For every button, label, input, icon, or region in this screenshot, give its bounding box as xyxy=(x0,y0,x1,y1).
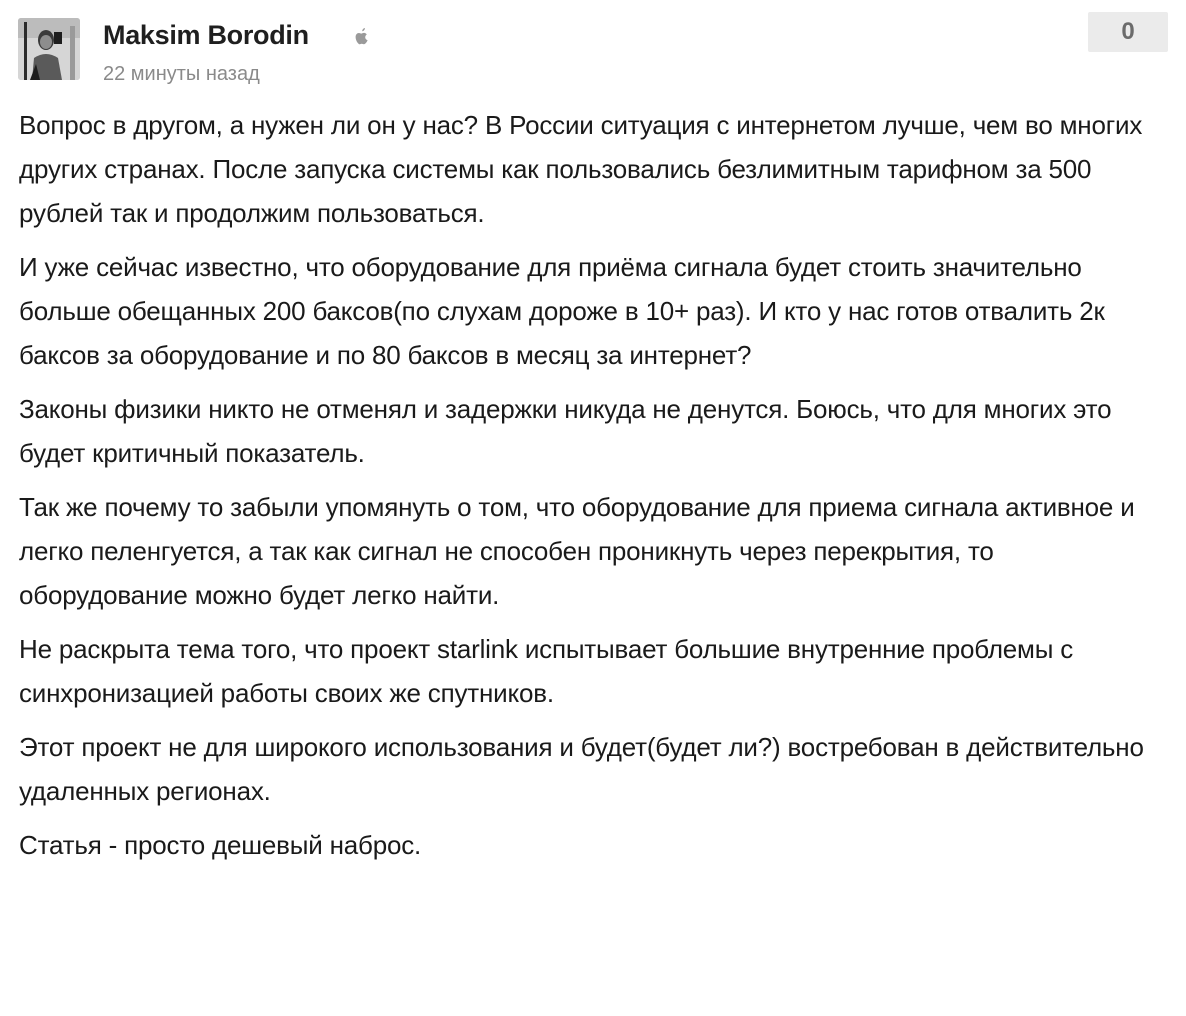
apple-icon xyxy=(354,26,370,46)
comment-paragraph: Вопрос в другом, а нужен ли он у нас? В России ситуация с интернетом лучше, чем во многих других странах. После запуска системы как пользовались безлимитным тарифном за 500 рублей так и продолжим пользоваться. xyxy=(19,110,1143,228)
avatar[interactable] xyxy=(18,18,80,80)
comment-paragraph: Так же почему то забыли упомянуть о том, что оборудование для приема сигнала активное и легко пеленгуется, а так как сигнал не способен проникнуть через перекрытия, то оборудование можно будет легко найти. xyxy=(19,492,1135,610)
comment-paragraph: Законы физики никто не отменял и задержки никуда не денутся. Боюсь, что для многих это будет критичный показатель. xyxy=(19,394,1112,468)
comment-paragraph: Этот проект не для широкого использования и будет(будет ли?) востребован в действительно удаленных регионах. xyxy=(19,732,1144,806)
avatar-photo xyxy=(18,18,80,80)
vote-score[interactable]: 0 xyxy=(1088,12,1168,52)
author-name[interactable]: Maksim Borodin xyxy=(103,20,309,50)
comment-paragraph: И уже сейчас известно, что оборудование для приёма сигнала будет стоить значительно больше обещанных 200 баксов(по слухам дороже в 10+ раз). И кто у нас готов отвалить 2к баксов за оборудование и по 80 баксов в месяц за интернет? xyxy=(19,252,1105,370)
comment-paragraph: Не раскрыта тема того, что проект starlink испытывает большие внутренние проблемы с синхронизацией работы своих же спутников. xyxy=(19,634,1074,708)
comment-paragraph: Статья - просто дешевый наброс. xyxy=(19,830,422,860)
comment-body xyxy=(19,103,1169,877)
comment-timestamp[interactable]: 22 минуты назад xyxy=(103,63,260,85)
